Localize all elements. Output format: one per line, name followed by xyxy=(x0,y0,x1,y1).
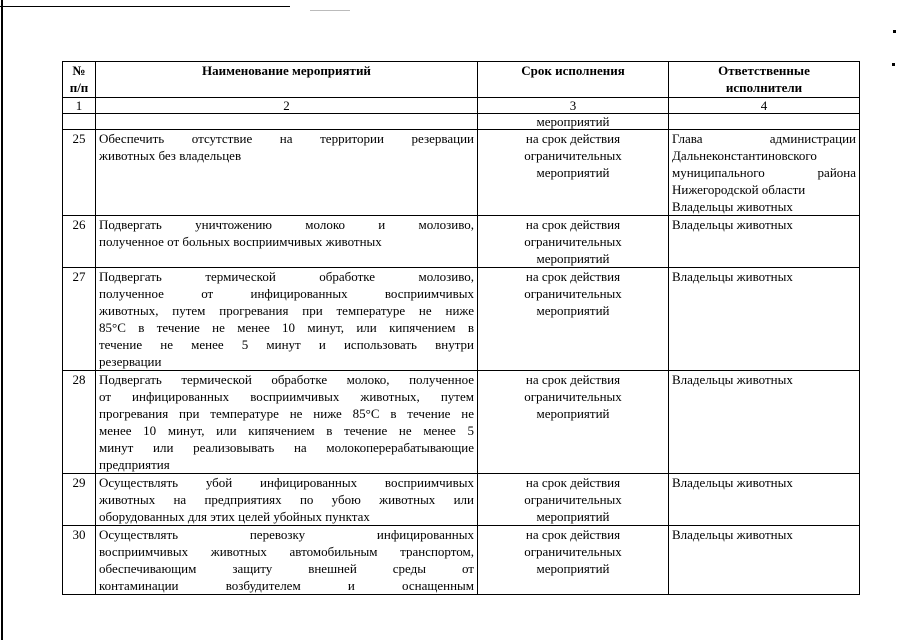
continuation-term: мероприятий xyxy=(478,114,669,130)
measure-name-line: резервации xyxy=(99,354,162,369)
measure-name-line: Обеспечить отсутствие на территории резервации xyxy=(99,131,474,146)
measure-name-line: Подвергать термической обработке молоко, полученное xyxy=(99,372,474,387)
responsible-line: Владельцы животных xyxy=(672,199,793,214)
continuation-row xyxy=(63,114,860,130)
header-term: Срок исполнения xyxy=(478,62,669,98)
execution-term-line: на срок действия xyxy=(525,131,621,146)
measure-name-line: прогревания при температуре не ниже 85°C в течение не xyxy=(99,406,474,421)
execution-term-line: мероприятий xyxy=(536,561,610,576)
execution-term-line: ограничительных xyxy=(524,234,622,249)
column-number: 2 xyxy=(96,98,478,114)
execution-term-line: на срок действия xyxy=(525,217,621,232)
measure-name-line: животных без владельцев xyxy=(99,148,242,163)
measure-name-line: Подвергать уничтожению молоко и молозиво, xyxy=(99,217,474,232)
row-number: 29 xyxy=(63,474,96,526)
responsible-line: Владельцы животных xyxy=(672,269,793,284)
scan-edge-left xyxy=(1,0,3,640)
measure-name-line: оборудованных для этих целей убойных пунктах xyxy=(99,509,370,524)
header-number: № п/п xyxy=(63,62,96,98)
measure-name xyxy=(96,474,478,526)
measure-name-line: животных, путем прогревания при температуре не ниже xyxy=(99,303,474,318)
execution-term-line: на срок действия xyxy=(525,527,621,542)
responsible-line: Владельцы животных xyxy=(672,372,793,387)
row-number: 27 xyxy=(63,268,96,371)
execution-term-line: мероприятий xyxy=(536,165,610,180)
row-number: 28 xyxy=(63,371,96,474)
measure-name xyxy=(96,216,478,268)
row-number: 26 xyxy=(63,216,96,268)
scan-speck xyxy=(892,63,895,66)
table-row xyxy=(63,526,860,595)
execution-term xyxy=(478,216,669,268)
table-row xyxy=(63,371,860,474)
measure-name xyxy=(96,526,478,595)
responsible-line: Дальнеконстантиновского xyxy=(672,148,817,163)
measures-table xyxy=(62,61,860,595)
measure-name-line: Осуществлять убой инфицированных восприимчивых xyxy=(99,475,474,490)
table-row xyxy=(63,474,860,526)
measure-name-line: полученное от больных восприимчивых животных xyxy=(99,234,382,249)
responsible-executors xyxy=(669,526,860,595)
responsible-line: муниципального района xyxy=(672,165,856,180)
measure-name-line: восприимчивых животных автомобильным транспортом, xyxy=(99,544,474,559)
measure-name xyxy=(96,371,478,474)
column-number: 3 xyxy=(478,98,669,114)
column-number: 4 xyxy=(669,98,860,114)
table-row xyxy=(63,216,860,268)
execution-term xyxy=(478,526,669,595)
responsible-line: Глава администрации xyxy=(672,131,856,146)
measure-name-line: предприятия xyxy=(99,457,170,472)
column-numbers-row xyxy=(63,98,860,114)
measure-name-line: менее 10 минут, или кипячением в течение не менее 5 xyxy=(99,423,474,438)
measure-name-line: Подвергать термической обработке молозиво, xyxy=(99,269,474,284)
measure-name xyxy=(96,130,478,216)
responsible-line: Владельцы животных xyxy=(672,475,793,490)
execution-term xyxy=(478,474,669,526)
measure-name-line: минут или реализовывать на молокоперерабатывающие xyxy=(99,440,474,455)
execution-term-line: мероприятий xyxy=(536,303,610,318)
column-number: 1 xyxy=(63,98,96,114)
execution-term-line: ограничительных xyxy=(524,544,622,559)
table-header-row xyxy=(63,62,860,98)
responsible-line: Владельцы животных xyxy=(672,527,793,542)
responsible-line: Нижегородской области xyxy=(672,182,806,197)
responsible-executors xyxy=(669,216,860,268)
measure-name-line: 85°C в течение не менее 10 минут, или кипячением в xyxy=(99,320,474,335)
responsible-executors xyxy=(669,268,860,371)
measure-name xyxy=(96,268,478,371)
responsible-executors xyxy=(669,371,860,474)
execution-term xyxy=(478,130,669,216)
execution-term-line: ограничительных xyxy=(524,148,622,163)
execution-term xyxy=(478,268,669,371)
responsible-line: Владельцы животных xyxy=(672,217,793,232)
execution-term-line: на срок действия xyxy=(525,269,621,284)
header-name: Наименование мероприятий xyxy=(96,62,478,98)
measure-name-line: от инфицированных восприимчивых животных, путем xyxy=(99,389,474,404)
measure-name-line: животных на предприятиях по убою животных или xyxy=(99,492,474,507)
execution-term-line: мероприятий xyxy=(536,251,610,266)
measure-name-line: обеспечивающим защиту внешней среды от xyxy=(99,561,474,576)
responsible-executors xyxy=(669,474,860,526)
measure-name-line: Осуществлять перевозку инфицированных xyxy=(99,527,474,542)
header-responsible: Ответственные исполнители xyxy=(669,62,860,98)
execution-term-line: ограничительных xyxy=(524,492,622,507)
execution-term xyxy=(478,371,669,474)
execution-term-line: ограничительных xyxy=(524,286,622,301)
execution-term-line: на срок действия xyxy=(525,372,621,387)
table-row xyxy=(63,130,860,216)
measure-name-line: течение не менее 5 минут и использовать внутри xyxy=(99,337,474,352)
scan-edge-mark xyxy=(310,10,350,11)
row-number: 25 xyxy=(63,130,96,216)
execution-term-line: мероприятий xyxy=(536,509,610,524)
table-row xyxy=(63,268,860,371)
execution-term-line: на срок действия xyxy=(525,475,621,490)
measure-name-line: контаминации возбудителем и оснащенным xyxy=(99,578,474,593)
execution-term-line: мероприятий xyxy=(536,406,610,421)
scan-edge-top xyxy=(0,6,290,7)
row-number: 30 xyxy=(63,526,96,595)
scan-speck xyxy=(893,30,896,33)
responsible-executors xyxy=(669,130,860,216)
measure-name-line: полученное от инфицированных восприимчивых xyxy=(99,286,474,301)
execution-term-line: ограничительных xyxy=(524,389,622,404)
